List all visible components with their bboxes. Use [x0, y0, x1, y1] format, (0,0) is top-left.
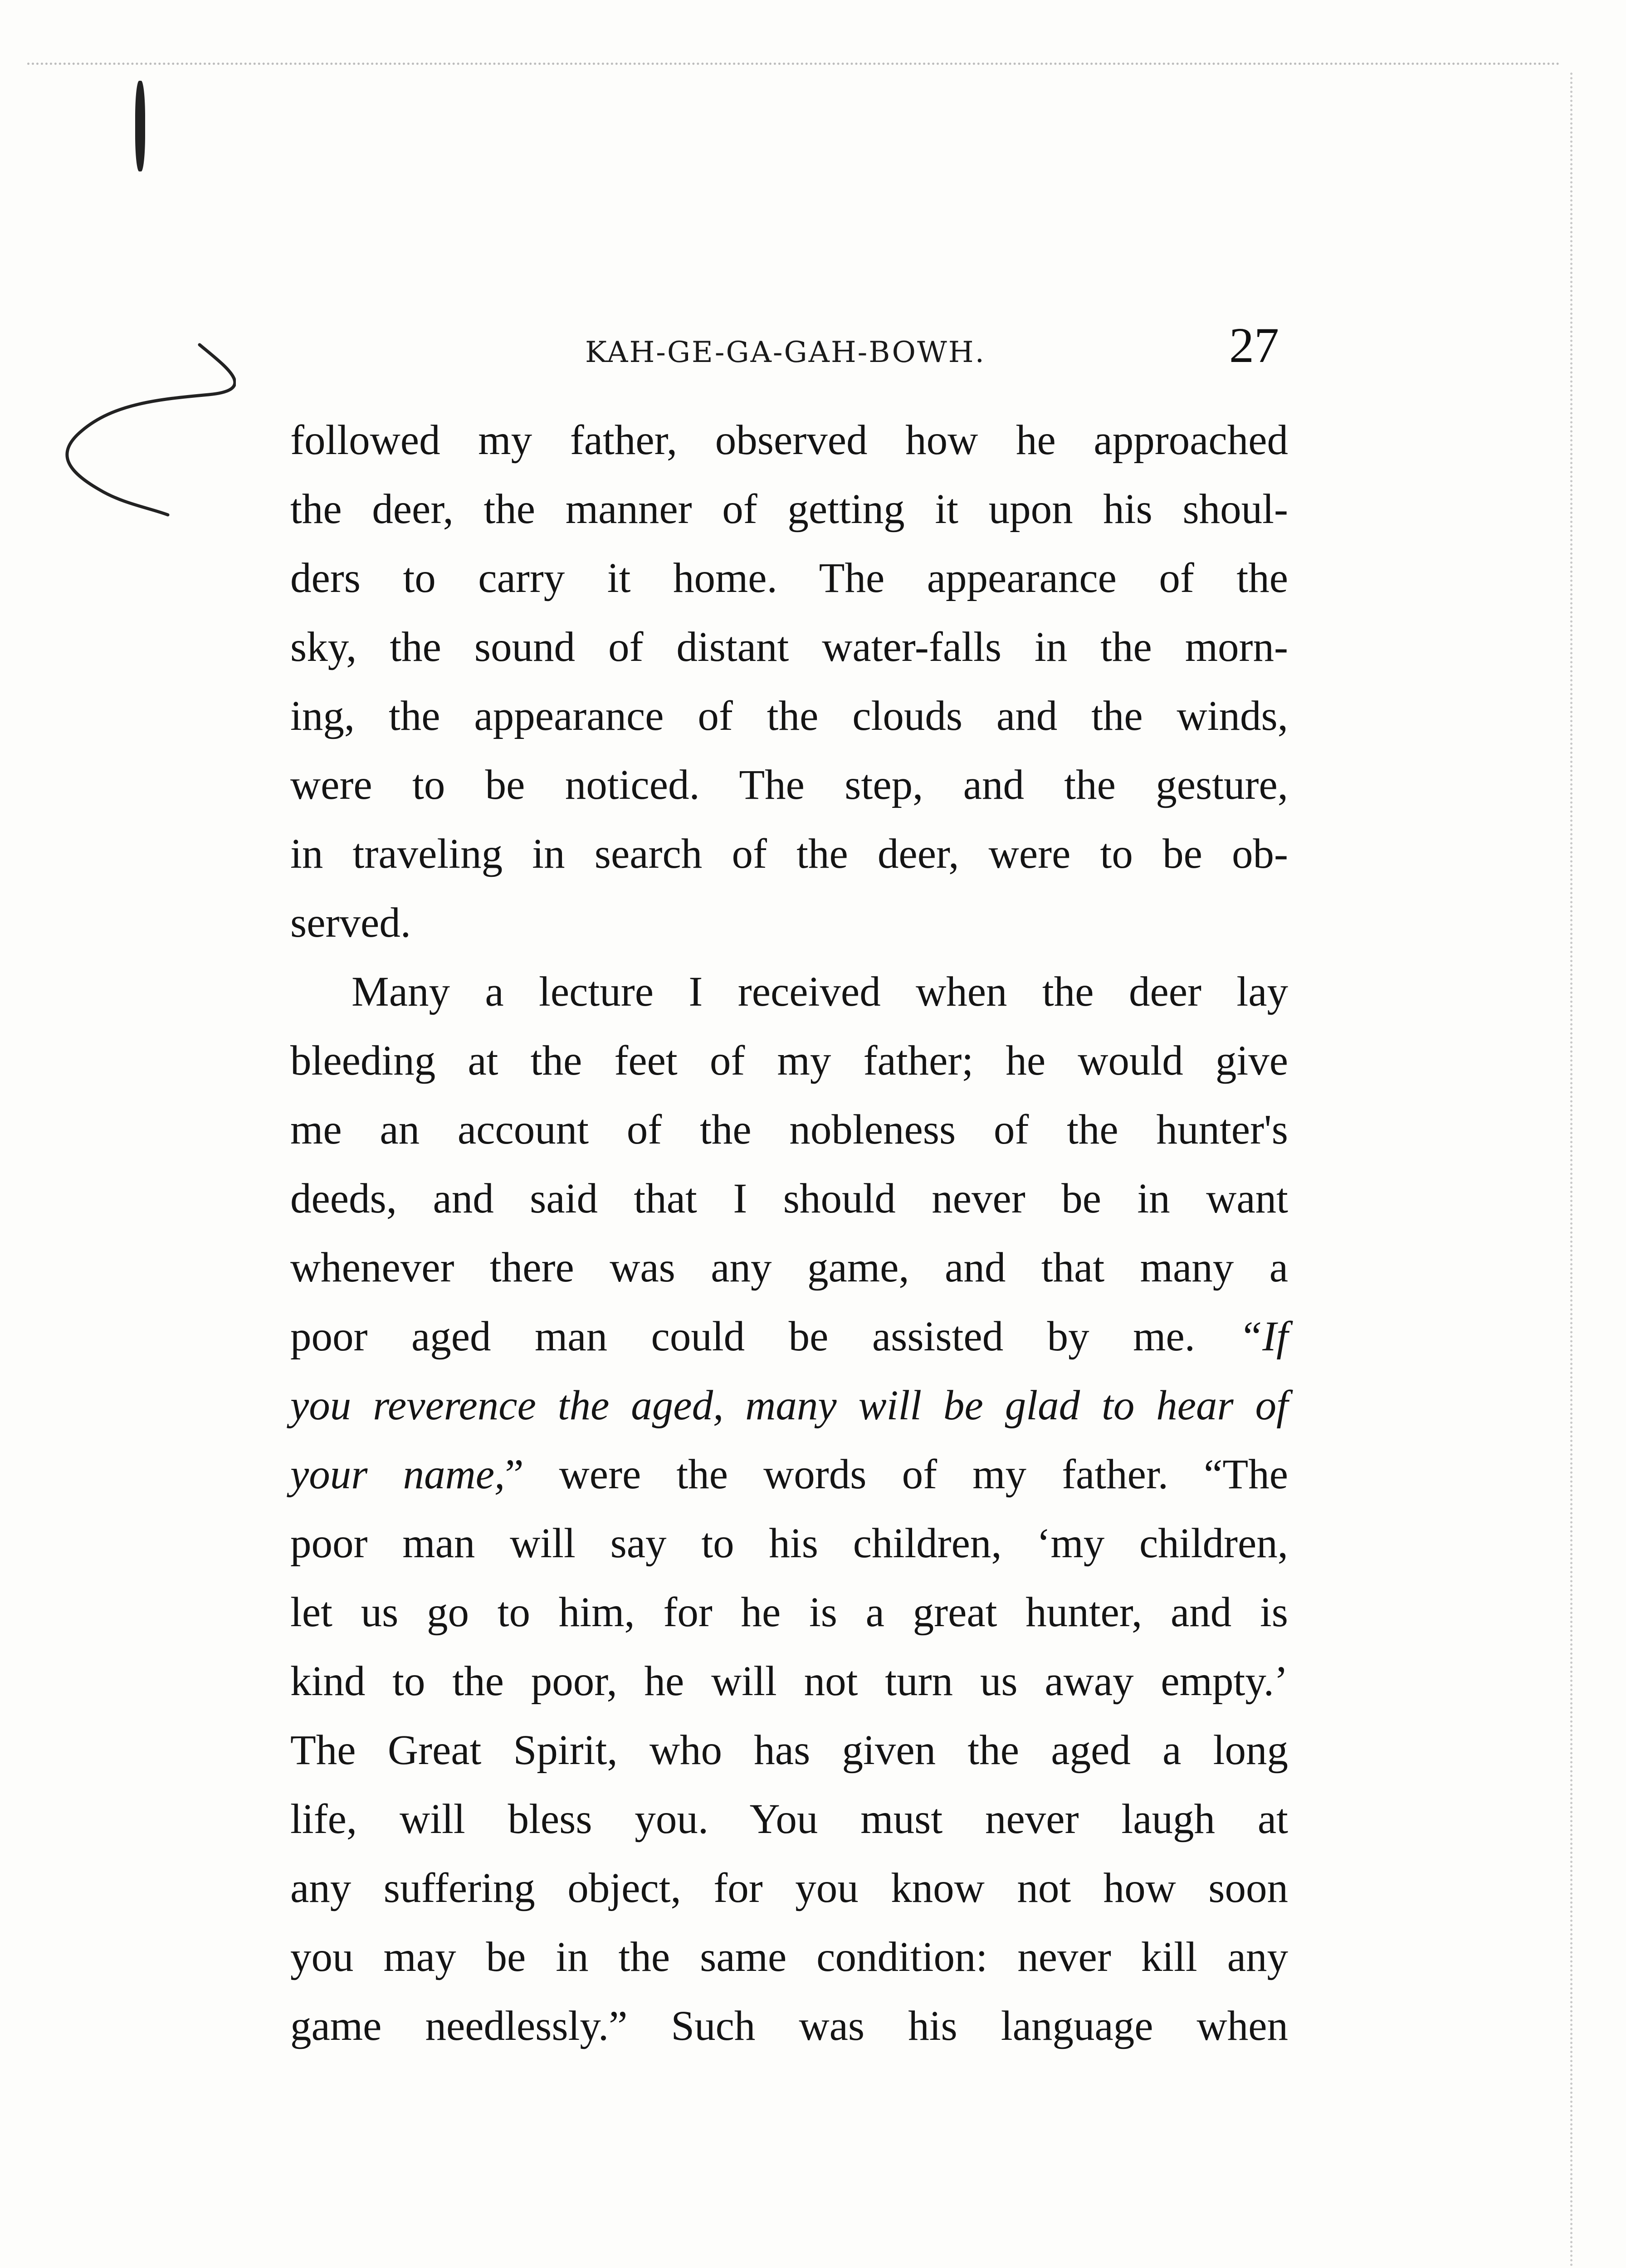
- ink-speck: [135, 81, 145, 171]
- running-head: [295, 313, 1279, 386]
- italic-run: “If: [1239, 1313, 1288, 1360]
- text-line: The Great Spirit, who has given the aged a long: [290, 1727, 1288, 1774]
- running-title: KAH-GE-GA-GAH-BOWH.: [585, 336, 986, 369]
- page-edge-top: [27, 63, 1560, 65]
- text-line: ing, the appearance of the clouds and the winds,: [290, 693, 1288, 739]
- text-line: Many a lecture I received when the deer lay: [352, 968, 1288, 1015]
- page-edge-right: [1570, 73, 1572, 2268]
- text-line: in traveling in search of the deer, were to be ob-: [290, 831, 1288, 877]
- text-line: sky, the sound of distant water-falls in the morn-: [290, 624, 1288, 670]
- body-text: [290, 406, 1288, 2061]
- text-line: ders to carry it home. The appearance of the: [290, 555, 1288, 601]
- text-line: served.: [290, 899, 411, 946]
- italic-run: you reverence the aged, many will be glad to hear of: [290, 1382, 1288, 1429]
- text-line: followed my father, observed how he approached: [290, 417, 1288, 464]
- text-line: me an account of the nobleness of the hunter's: [290, 1106, 1288, 1153]
- text-line: life, will bless you. You must never laugh at: [290, 1796, 1288, 1843]
- text-line: [290, 1302, 1288, 1371]
- paragraph: [290, 958, 1288, 2061]
- pencil-scrawl: [45, 336, 236, 562]
- text-line: deeds, and said that I should never be in want: [290, 1175, 1288, 1222]
- text-line: you may be in the same condition: never kill any: [290, 1934, 1288, 1980]
- text-line: bleeding at the feet of my father; he would give: [290, 1037, 1288, 1084]
- text-line: any suffering object, for you know not how soon: [290, 1865, 1288, 1911]
- text-line: the deer, the manner of getting it upon his shoul-: [290, 486, 1288, 533]
- text-line: poor man will say to his children, ‘my children,: [290, 1520, 1288, 1567]
- text-line: [290, 1371, 1288, 1440]
- text-line: let us go to him, for he is a great hunter, and is: [290, 1589, 1288, 1636]
- text-line: game needlessly.” Such was his language when: [290, 2003, 1288, 2049]
- italic-run: your name,: [290, 1451, 505, 1498]
- page-number: 27: [1229, 318, 1279, 373]
- text-run: poor aged man could be assisted by me.: [290, 1313, 1195, 1360]
- paragraph: [290, 406, 1288, 958]
- text-line: were to be noticed. The step, and the gesture,: [290, 762, 1288, 808]
- text-line: whenever there was any game, and that many a: [290, 1244, 1288, 1291]
- text-line: [290, 1440, 1288, 1509]
- text-run: ” were the words of my father. “The: [505, 1451, 1288, 1498]
- text-line: kind to the poor, he will not turn us away empty.’: [290, 1658, 1288, 1705]
